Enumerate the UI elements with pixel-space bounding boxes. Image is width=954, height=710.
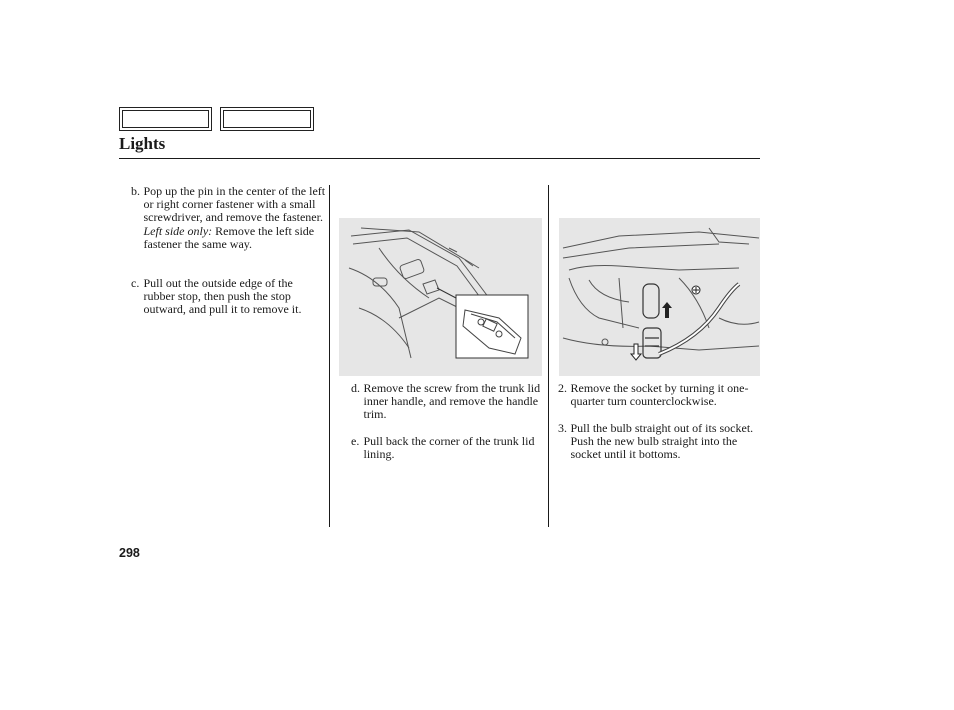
bulb-socket-illustration [559,218,760,376]
step-d [351,382,543,422]
step-d-text: Remove the screw from the trunk lid inner handle, and remove the handle trim. [363,381,541,422]
nav-tab-box-2[interactable] [220,107,314,131]
step-3 [558,422,762,462]
step-3-text: Pull the bulb straight out of its socket. Push the new bulb straight into the socket until it bottoms. [570,421,754,462]
step-d-marker: d. [351,381,360,395]
step-c-text: Pull out the outside edge of the rubber stop, then push the stop outward, and pull it to remove it. [143,276,302,317]
page-title: Lights [119,134,166,153]
header-rule [119,158,760,159]
step-e-text: Pull back the corner of the trunk lid lining. [363,434,535,462]
step-b-marker: b. [131,184,140,198]
step-c [131,277,327,317]
arrow-up-icon [662,302,672,318]
column-divider-2 [548,185,549,527]
trunk-lid-illustration [339,218,542,376]
nav-tab-box-1[interactable] [119,107,212,131]
step-b-text [144,185,328,251]
step-b [131,185,327,251]
step-2-marker: 2. [558,381,567,395]
bulb-socket-drawing [559,218,760,376]
step-b-text-main: Pop up the pin in the center of the left or right corner fastener with a small screwdriver, and remove the fastener. [143,184,326,225]
trunk-lid-handle-drawing [339,218,542,376]
step-e [351,435,543,461]
step-2 [558,382,762,408]
page-number: 298 [119,546,140,560]
step-e-marker: e. [351,434,360,448]
step-b-text-after: Remove the left side fastener the same way. [143,223,315,251]
screw-icon [692,286,700,294]
step-3-marker: 3. [558,421,567,435]
step-c-marker: c. [131,276,140,290]
step-b-italic: Left side only: [143,223,213,238]
column-divider-1 [329,185,330,527]
step-2-text: Remove the socket by turning it one-quarter turn counterclockwise. [570,381,749,409]
